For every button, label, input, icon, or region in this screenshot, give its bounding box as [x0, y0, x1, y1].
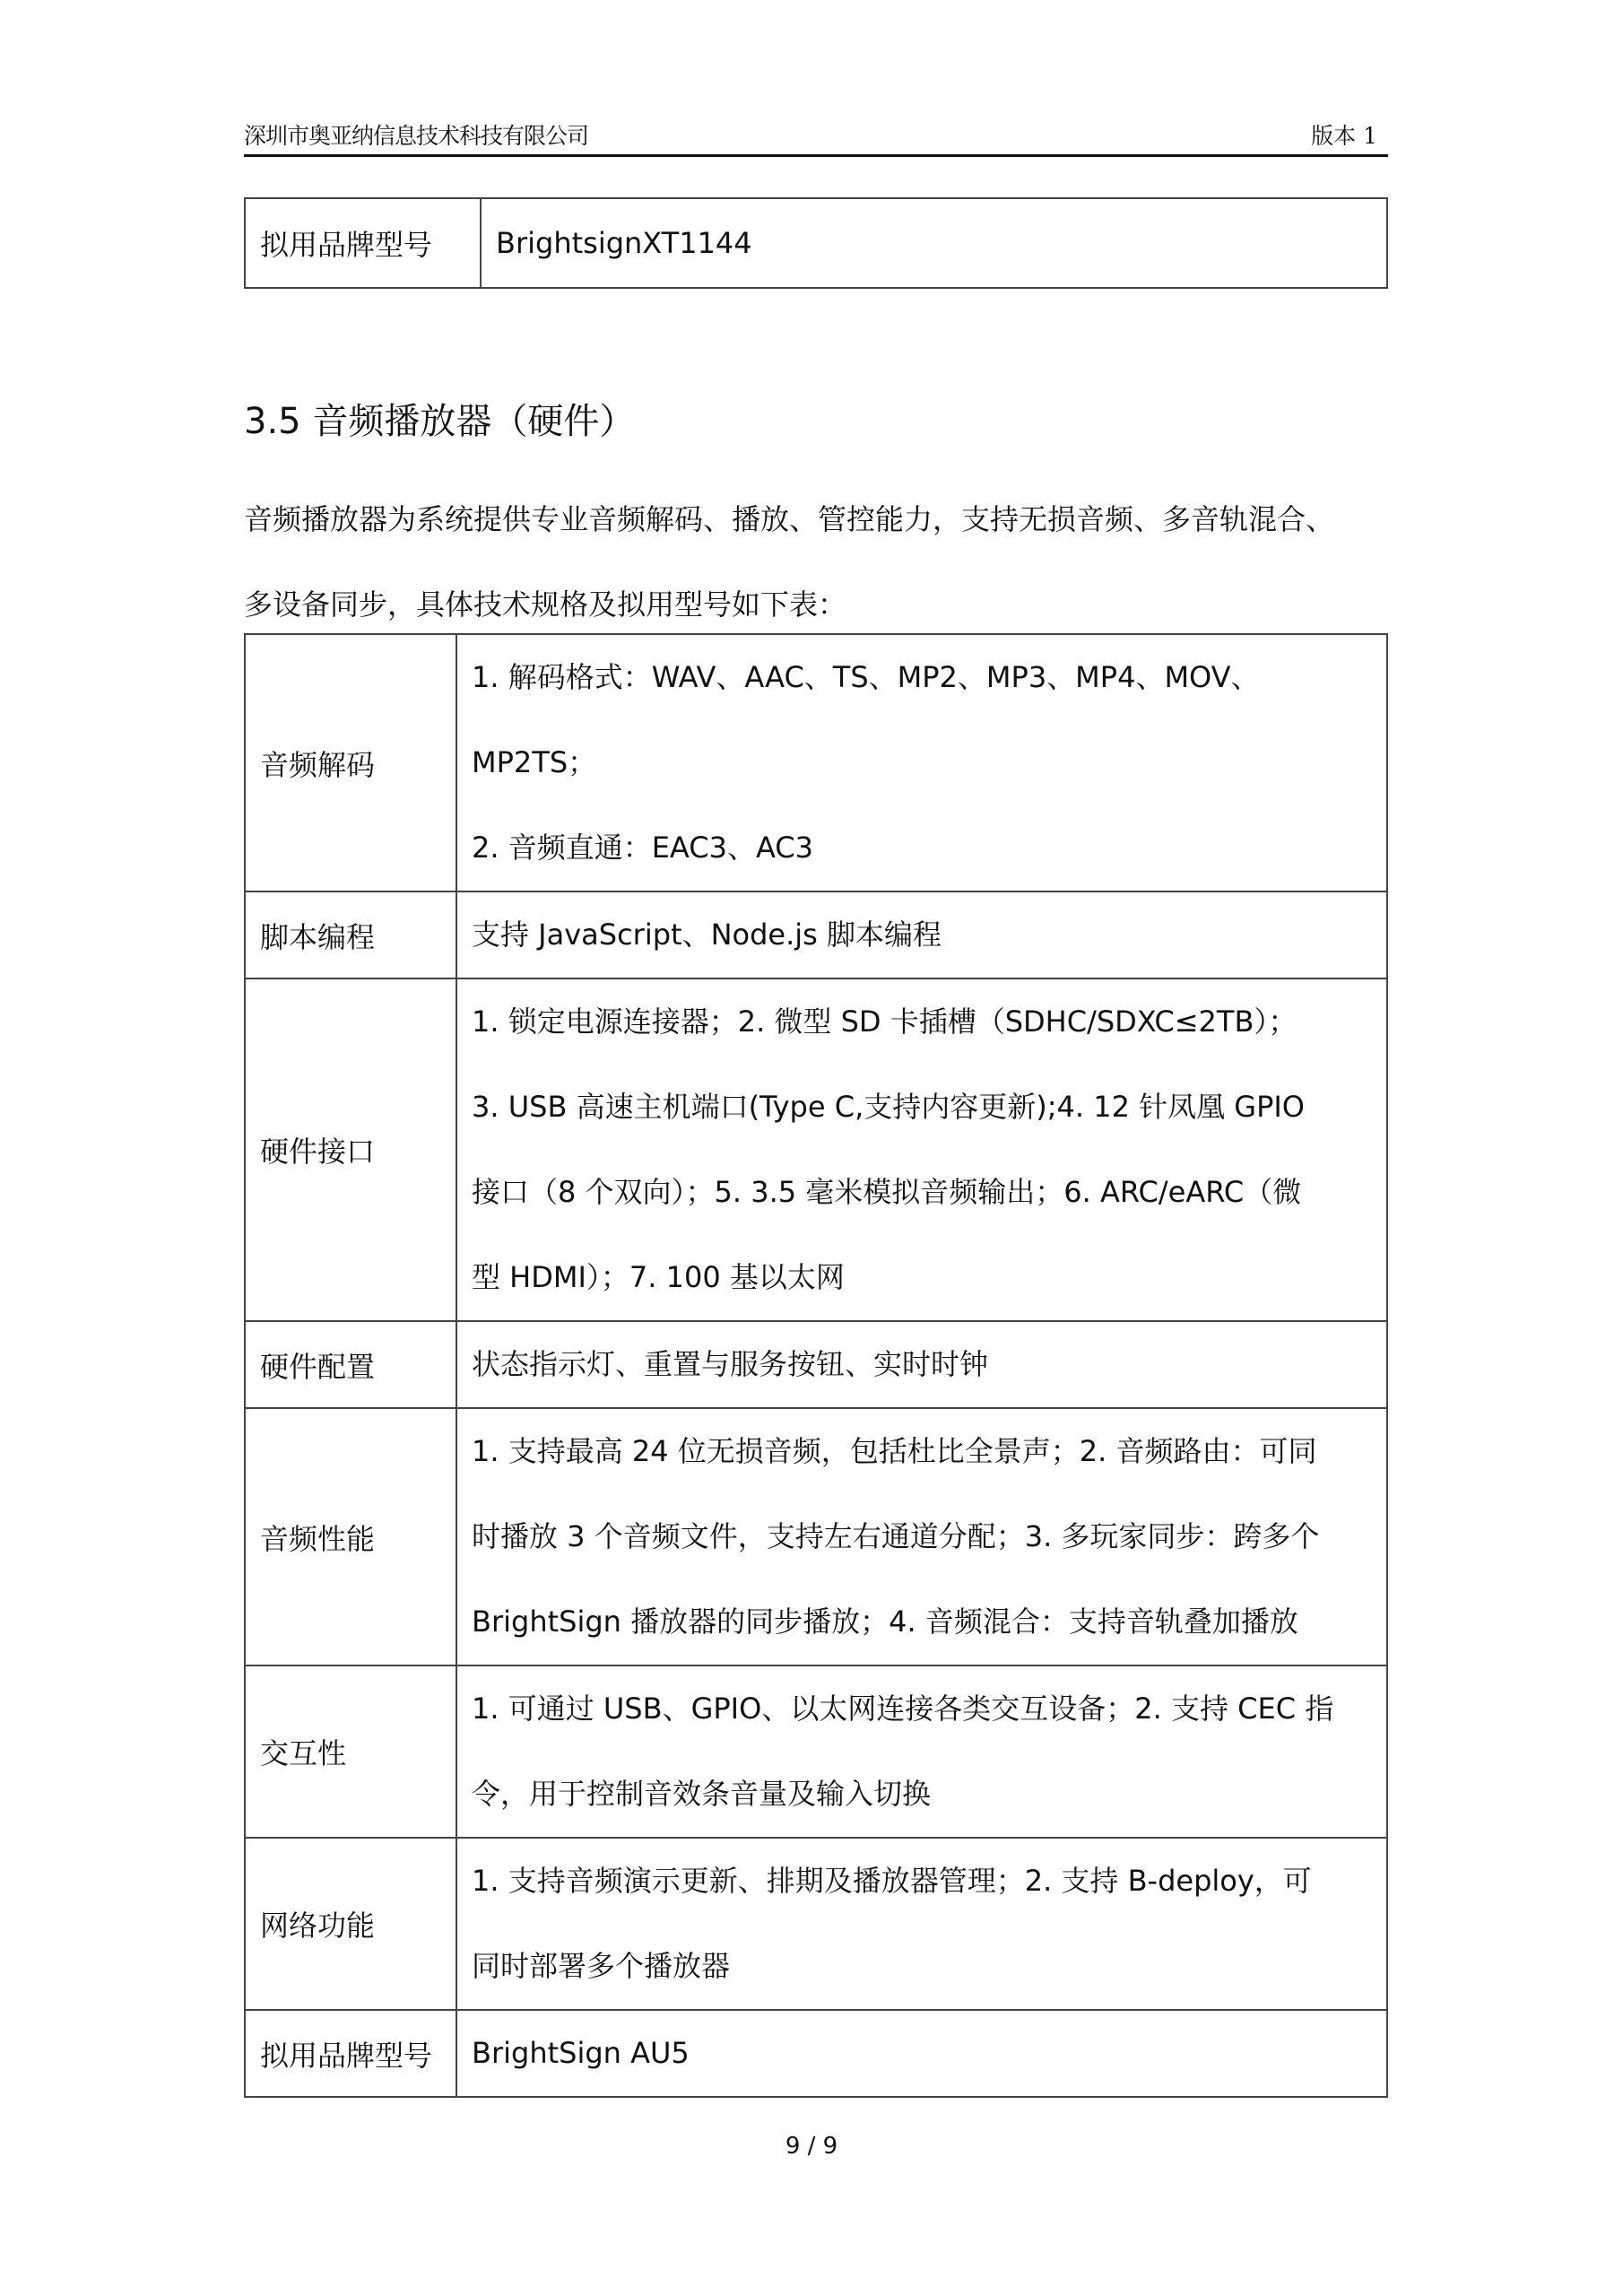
row-value: BrightsignXT1144	[481, 198, 1387, 288]
row-value	[456, 1321, 1387, 1408]
row-label: 音频性能	[245, 1408, 456, 1665]
row-label: 网络功能	[245, 1838, 456, 2010]
value-line: 1. 支持音频演示更新、排期及播放器管理；2. 支持 B-deploy，可	[472, 1864, 1312, 1898]
row-value	[456, 1408, 1387, 1665]
value-line: 型 HDMI）；7. 100 基以太网	[472, 1260, 845, 1294]
table-row	[245, 198, 1387, 288]
table-row	[245, 634, 1387, 891]
top-model-table	[244, 197, 1388, 289]
table-row	[245, 1665, 1387, 1838]
value-line: 3. USB 高速主机端口(Type C,支持内容更新);4. 12 针凤凰 GPIO	[472, 1090, 1305, 1124]
row-value	[456, 891, 1387, 978]
value-line: 支持 JavaScript、Node.js 脚本编程	[472, 918, 942, 952]
value-line: 1. 锁定电源连接器；2. 微型 SD 卡插槽（SDHC/SDXC≤2TB）；	[472, 1004, 1298, 1039]
table-row	[245, 1321, 1387, 1408]
row-label: 硬件接口	[245, 978, 456, 1321]
value-line: 1. 可通过 USB、GPIO、以太网连接各类交互设备；2. 支持 CEC 指	[472, 1692, 1334, 1726]
value-line: 状态指示灯、重置与服务按钮、实时时钟	[472, 1347, 989, 1381]
value-line: 2. 音频直通：EAC3、AC3	[472, 831, 813, 865]
row-label: 脚本编程	[245, 891, 456, 978]
row-value	[456, 978, 1387, 1321]
row-label: 硬件配置	[245, 1321, 456, 1408]
page-number: 9 / 9	[785, 2133, 838, 2160]
company-name: 深圳市奥亚纳信息技术科技有限公司	[244, 123, 589, 149]
value-line: 令，用于控制音效条音量及输入切换	[472, 1777, 932, 1811]
table-row	[245, 978, 1387, 1321]
table-row	[245, 1408, 1387, 1665]
row-label: 拟用品牌型号	[245, 2010, 456, 2097]
row-value	[456, 634, 1387, 891]
section-heading: 3.5 音频播放器（硬件）	[244, 401, 636, 442]
value-line: BrightSign 播放器的同步播放；4. 音频混合：支持音轨叠加播放	[472, 1605, 1298, 1639]
table-row	[245, 1838, 1387, 2010]
table-row	[245, 891, 1387, 978]
value-line: 接口（8 个双向）；5. 3.5 毫米模拟音频输出；6. ARC/eARC（微	[472, 1175, 1302, 1209]
row-value	[456, 1665, 1387, 1838]
value-line: BrightSign AU5	[472, 2036, 690, 2070]
value-line: 时播放 3 个音频文件，支持左右通道分配；3. 多玩家同步：跨多个	[472, 1519, 1320, 1553]
row-label: 拟用品牌型号	[245, 198, 481, 288]
page-header	[244, 115, 1388, 157]
value-line: 1. 解码格式：WAV、AAC、TS、MP2、MP3、MP4、MOV、MP2TS；	[472, 660, 1260, 779]
spec-table	[244, 633, 1388, 2098]
intro-line: 多设备同步，具体技术规格及拟用型号如下表：	[244, 587, 847, 622]
row-label: 交互性	[245, 1665, 456, 1838]
row-label: 音频解码	[245, 634, 456, 891]
row-value	[456, 2010, 1387, 2097]
table-row	[245, 2010, 1387, 2097]
value-line: 1. 支持最高 24 位无损音频，包括杜比全景声；2. 音频路由：可同	[472, 1434, 1317, 1468]
value-line: 同时部署多个播放器	[472, 1949, 731, 1983]
version-label: 版本 1	[1311, 123, 1377, 149]
section-intro	[244, 477, 1401, 648]
intro-line: 音频播放器为系统提供专业音频解码、播放、管控能力，支持无损音频、多音轨混合、	[244, 502, 1335, 536]
row-value	[456, 1838, 1387, 2010]
